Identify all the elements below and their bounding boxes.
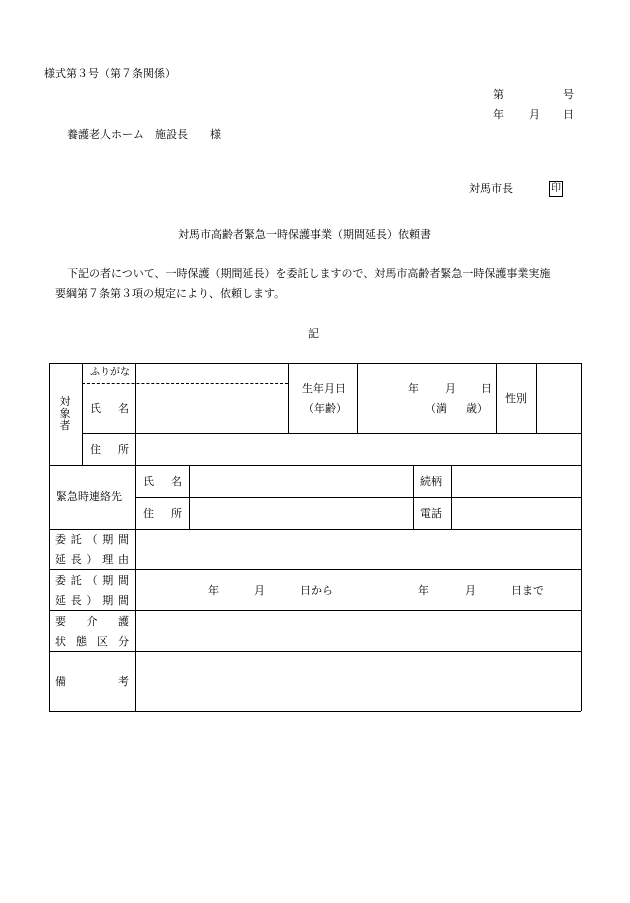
birth-month-label: 月 (445, 382, 456, 395)
date-year-label: 年 (493, 108, 504, 121)
age-label: （年齢） (303, 402, 347, 415)
period-label-1: 委 託 （ 期 間 (55, 574, 129, 587)
care-level-field[interactable] (136, 611, 581, 651)
period-year-1: 年 (208, 584, 219, 597)
care-level-label-2: 状 態 区 分 (55, 635, 129, 648)
address-label-1: 住 (90, 443, 101, 456)
period-label-2: 延 長 ） 期 間 (55, 594, 129, 607)
document-number-suffix: 号 (563, 88, 574, 101)
period-from-label: 日から (300, 584, 333, 597)
date-month-label: 月 (529, 108, 540, 121)
form-number: 様式第３号（第７条関係） (44, 67, 176, 80)
issuer: 対馬市長 (469, 182, 513, 195)
emergency-name-label-2: 名 (171, 475, 182, 488)
gender-field[interactable] (537, 364, 581, 433)
subject-label: 対象者 (59, 395, 71, 432)
age-close-label: 歳） (466, 402, 488, 415)
emergency-address-label-2: 所 (171, 507, 182, 520)
address-label-2: 所 (118, 443, 129, 456)
reason-label-2: 延 長 ） 理 由 (55, 553, 129, 566)
remarks-label: 備 考 (55, 675, 129, 688)
gender-label: 性別 (505, 392, 527, 405)
body-line-1: 下記の者について、一時保護（期間延長）を委託しますので、対馬市高齢者緊急一時保護事業実施 (67, 267, 551, 280)
period-year-2: 年 (418, 584, 429, 597)
document-title: 対馬市高齢者緊急一時保護事業（期間延長）依頼書 (178, 228, 431, 241)
ki-label: 記 (308, 327, 319, 340)
emergency-contact-label: 緊急時連絡先 (56, 490, 122, 503)
furigana-field[interactable] (136, 364, 288, 383)
emergency-address-label-1: 住 (143, 507, 154, 520)
reason-label-1: 委 託 （ 期 間 (55, 533, 129, 546)
relation-label: 続柄 (420, 475, 442, 488)
document-number-prefix: 第 (493, 88, 504, 101)
phone-label: 電話 (420, 507, 442, 520)
period-month-1: 月 (254, 584, 265, 597)
emergency-address-field[interactable] (190, 498, 413, 529)
body-line-2: 要綱第７条第３項の規定により、依頼します。 (55, 287, 286, 300)
name-label-1: 氏 (90, 402, 101, 415)
birth-day-label: 日 (481, 382, 492, 395)
phone-field[interactable] (452, 498, 581, 529)
period-month-2: 月 (465, 584, 476, 597)
seal-stamp: 印 (549, 181, 563, 197)
birth-date-label: 生年月日 (302, 382, 346, 395)
care-level-label-1: 要 介 護 (55, 615, 129, 628)
relation-field[interactable] (452, 466, 581, 497)
reason-field[interactable] (136, 530, 581, 569)
address-field[interactable] (136, 434, 581, 465)
date-day-label: 日 (563, 108, 574, 121)
name-label-2: 名 (118, 402, 129, 415)
name-field[interactable] (136, 384, 288, 433)
age-open-label: （満 (425, 402, 447, 415)
addressee: 養護老人ホーム 施設長 様 (67, 128, 221, 141)
period-to-label: 日まで (511, 584, 544, 597)
emergency-name-field[interactable] (190, 466, 413, 497)
remarks-field[interactable] (136, 652, 581, 711)
birth-year-label: 年 (408, 382, 419, 395)
furigana-label: ふりがな (90, 367, 130, 378)
emergency-name-label-1: 氏 (143, 475, 154, 488)
